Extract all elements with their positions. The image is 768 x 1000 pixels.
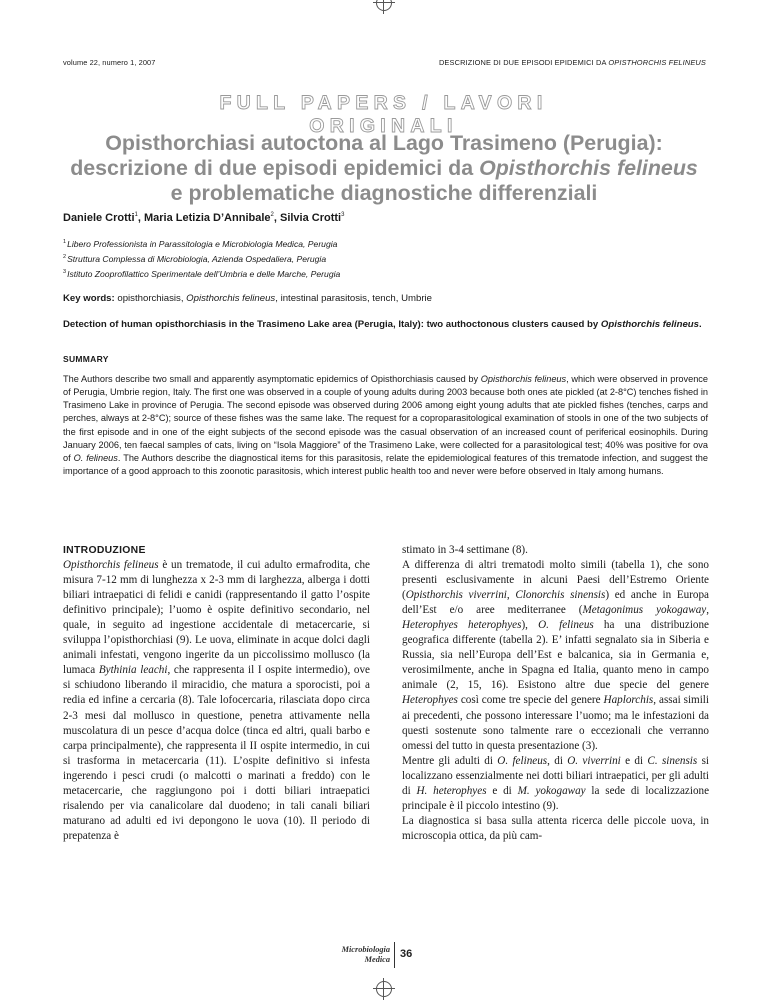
section-banner: FULL PAPERS / LAVORI ORIGINALI	[219, 92, 548, 137]
title-line-1: Opisthorchiasi autoctona al Lago Trasimeno (Perugia):	[105, 131, 663, 155]
registration-mark-bottom	[373, 978, 395, 1000]
body-column-left	[63, 543, 370, 844]
section-heading-introduzione: INTRODUZIONE	[63, 545, 146, 556]
keywords: Key words: opisthorchiasis, Opisthorchis felineus, intestinal parasitosis, tench, Umbrie	[63, 293, 432, 304]
title-line-3: e problematiche diagnostiche differenziali	[170, 181, 598, 205]
footer-divider	[394, 942, 395, 968]
english-title: Detection of human opisthorchiasis in the Trasimeno Lake area (Perugia, Italy): two authoctonous clusters caused by Opisthorchis felineus.	[63, 319, 702, 330]
summary-text: The Authors describe two small and apparently asymptomatic epidemics of Opisthorchiasis caused by Opisthorchis felineus, which were observed in provence of Perugia, Umbrie region, Italy. The first one was observed in a couple of young adults during 2003 because both ones ate pickled (at 2-8°C) tenches fished in Trasimeno Lake in province of Perugia. The second episode was observed during 2006 among eight young adults that ate pickled fishes (tenches, carps and perches, always at 2-8°C); source of these fishes was the same lake. The request for a coproparasitological examination of stools in one of the two subjects of the first episode and in one of the eight subjects of the second episode was the casual observation of an increased count of periferical eosinophils. During January 2006, ten faecal samples of cats, living on “Isola Maggiore” of the Trasimeno Lake, were collected for a parasitological test; 40% was positive for ova of O. felineus. The Authors describe the diagnostical items for this parasitosis, relate the epidemiological features of this trematode infection, and suggest the importance of a good approach to this zoonotic parasitosis, which interest public health too and never were before observed in Italy among humans.	[63, 374, 709, 477]
author: Daniele Crotti	[63, 212, 135, 224]
running-header-right: DESCRIZIONE DI DUE EPISODI EPIDEMICI DA OPISTHORCHIS FELINEUS	[438, 58, 706, 67]
running-header-left: volume 22, numero 1, 2007	[63, 58, 156, 67]
registration-mark-top	[373, 0, 395, 14]
title-line-2: descrizione di due episodi epidemici da Opisthorchis felineus	[70, 156, 698, 180]
page-number: 36	[400, 948, 413, 960]
author: Silvia Crotti	[279, 212, 342, 224]
affiliation: $^1$Libero Professionista in Parassitologia e Microbiologia Medica, Perugia	[63, 239, 338, 249]
affiliation: $^3$Istituto Zooprofilattico Sperimentale dell’Umbria e delle Marche, Perugia	[63, 269, 341, 279]
author: Maria Letizia D’Annibale	[143, 212, 271, 224]
author-list: Daniele Crotti$^1$, Maria Letizia D’Annibale$^2$, Silvia Crotti$^3$	[63, 212, 345, 224]
affiliation: $^2$Struttura Complessa di Microbiologia, Azienda Ospedaliera, Perugia	[63, 254, 327, 264]
journal-logo: Microbiologia Medica	[341, 945, 390, 964]
body-paragraph: stimato in 3-4 settimane (8). A differenza di altri trematodi molto simili (tabella 1), che sono presenti esclusivamente in alcuni Paesi dell’Estremo Oriente (Opisthorchis viverrini, Clonorchis sinensis) ed anche in Europa dell’Est e/o aree mediterranee (Metagonimus yokogaway, Heterophyes heterophyes), O. felineus ha una distribuzione geografica differente (tabella 2). E’ infatti segnalato sia in Siberia e Russia, sia nell’Europa dell’Est e balcanica, sia in Germania e, verosimilmente, anche in Spagna ed Italia, quanto meno in campo animale (2, 15, 16). Esistono altre due specie del genere Heterophyes così come tre specie del genere Haplorchis, assai simili ai precedenti, che possono interessare l’uomo; ma le infestazioni da questi sostenute sono talmente rare o eccezionali che verranno omessi del tutto in questa presentazione (3). Mentre gli adulti di O. felineus, di O. viverrini e di C. sinensis si localizzano essenzialmente nei dotti biliari intraepatici, per gli adulti di H. heterophyes e di M. yokogaway la sede di localizzazione principale è il piccolo intestino (9). La diagnostica si basa sulla attenta ricerca delle piccole uova, in microscopia ottica, da più cam-	[402, 544, 710, 842]
body-column-right	[402, 543, 709, 844]
body-paragraph: Opisthorchis felineus è un trematode, il cui adulto ermafrodita, che misura 7-12 mm di lunghezza x 2-3 mm di larghezza, alberga i dotti biliari intraepatici di felidi e canidi (rappresentando il gatto l’ospite definitivo principale); l’uomo è ospite definitivo secondario, nel quale, in seguito ad ingestione accidentale di metacercarie, si sviluppa l’opisthorchiasi (9). Le uova, eliminate in acque dolci dagli animali infestati, vengono ingerite da un piccolissimo mollusco (la lumaca Bythinia leachi, che rappresenta il I ospite intermedio), ove si schiudono liberando il miracidio, che matura a sporocisti, poi a redia ed infine a cercaria (8). Tale lofocercaria, rilasciata dopo circa 2-3 mesi dal mollusco in questione, penetra attivamente nella muscolatura di un pesce d’acqua dolce (tinca ed altri, quali barbo e carpa principalmente), che rappresenta il II ospite intermedio, in cui si trasforma in metacercaria (11). L’ospite definitivo si infesta ingerendo i pesci crudi (o malcotti o marinati a freddo) con le metacercarie, che raggiungono poi i dotti biliari intraepatici risalendo per via canalicolare dal duodeno; in tali canali biliari maturano ad adulti ed ivi depongono le uova (10). Il periodo di prepatenza è	[63, 559, 370, 842]
affiliation-list	[63, 236, 340, 281]
summary-heading: SUMMARY	[63, 354, 109, 364]
article-title	[60, 131, 708, 206]
